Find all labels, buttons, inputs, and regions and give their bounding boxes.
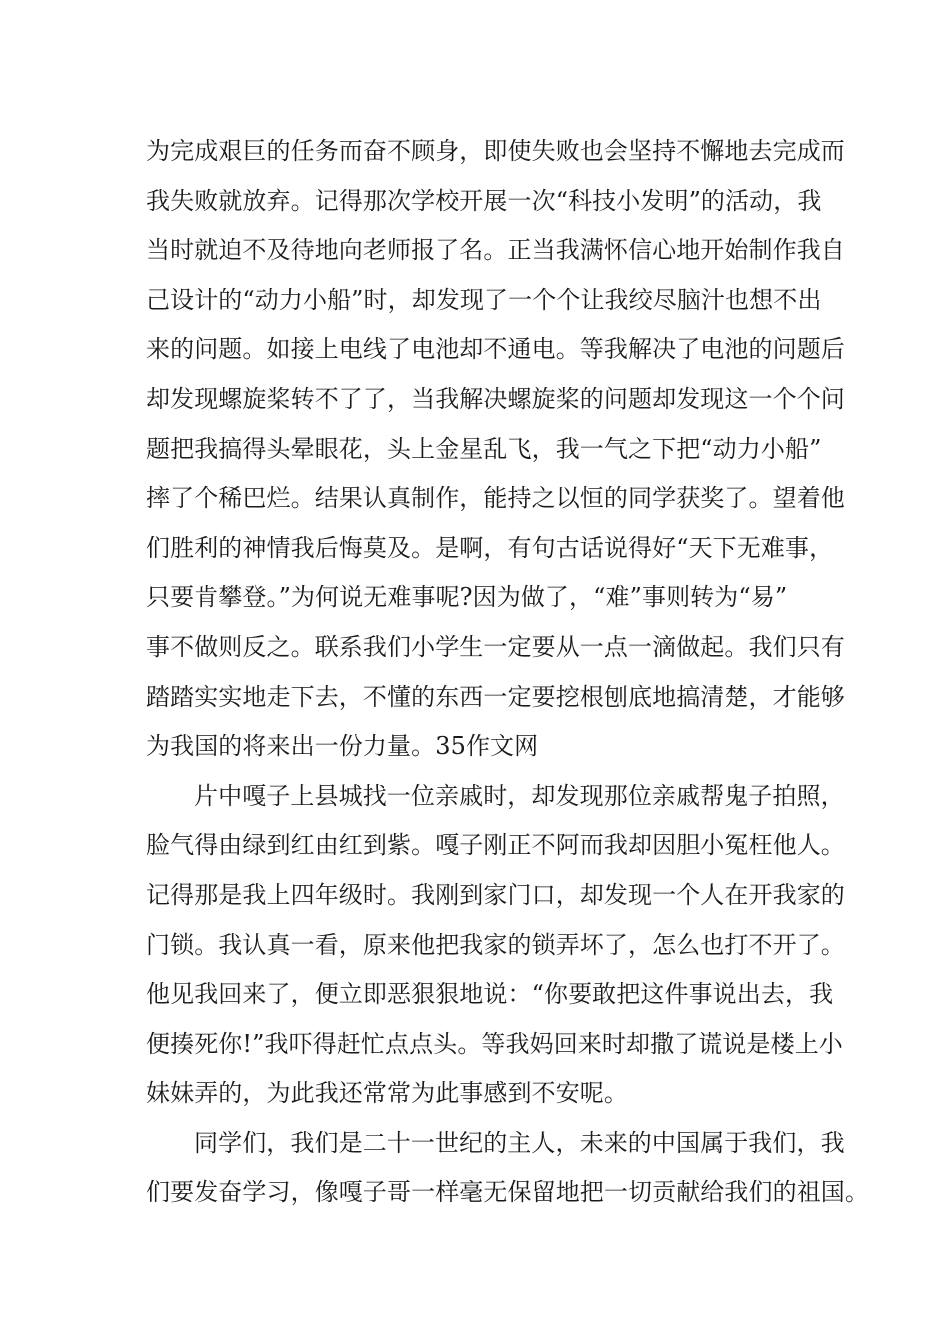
text-line-18: 他见我回来了，便立即恶狠狠地说：“你要敢把这件事说出去，我 [146, 980, 834, 1009]
text-line-15: 脸气得由绿到红由红到紫。嘎子刚正不阿而我却因胆小冤枉他人。 [146, 831, 845, 860]
text-line-9: 们胜利的神情我后悔莫及。是啊，有句古话说得好“天下无难事， [146, 533, 834, 562]
paragraph-3-start: 同学们，我们是二十一世纪的主人，未来的中国属于我们，我 [194, 1128, 845, 1157]
text-line-2: 我失败就放弃。记得那次学校开展一次“科技小发明”的活动，我 [146, 186, 822, 215]
text-line-13: 为我国的将来出一份力量。35作文网 [146, 732, 539, 761]
text-line-19: 便揍死你!”我吓得赶忙点点头。等我妈回来时却撒了谎说是楼上小 [146, 1029, 843, 1058]
text-line-12: 踏踏实实地走下去，不懂的东西一定要挖根刨底地搞清楚，才能够 [146, 682, 845, 711]
text-line-5: 来的问题。如接上电线了电池却不通电。等我解决了电池的问题后 [146, 335, 845, 364]
text-line-10: 只要肯攀登。”为何说无难事呢?因为做了，“难”事则转为“易” [146, 583, 788, 612]
text-line-3: 当时就迫不及待地向老师报了名。正当我满怀信心地开始制作我自 [146, 236, 845, 265]
text-line-16: 记得那是我上四年级时。我刚到家门口，却发现一个人在开我家的 [146, 880, 845, 909]
document-body [146, 127, 869, 1218]
text-line-20: 妹妹弄的，为此我还常常为此事感到不安呢。 [146, 1079, 628, 1108]
text-line-8: 摔了个稀巴烂。结果认真制作，能持之以恒的同学获奖了。望着他 [146, 484, 845, 513]
text-line-1: 为完成艰巨的任务而奋不顾身，即使失败也会坚持不懈地去完成而 [146, 137, 845, 165]
text-line-17: 门锁。我认真一看，原来他把我家的锁弄坏了，怎么也打不开了。 [146, 930, 845, 959]
text-line-22: 们要发奋学习，像嘎子哥一样毫无保留地把一切贡献给我们的祖国。 [146, 1178, 869, 1207]
text-line-6: 却发现螺旋桨转不了了，当我解决螺旋桨的问题却发现这一个个问 [146, 384, 845, 413]
text-line-11: 事不做则反之。联系我们小学生一定要从一点一滴做起。我们只有 [146, 632, 845, 661]
text-line-7: 题把我搞得头晕眼花，头上金星乱飞，我一气之下把“动力小船” [146, 434, 822, 463]
paragraph-2-start: 片中嘎子上县城找一位亲戚时，却发现那位亲戚帮鬼子拍照， [194, 781, 845, 810]
text-line-4: 己设计的“动力小船”时，却发现了一个个让我绞尽脑汁也想不出 [146, 285, 822, 314]
